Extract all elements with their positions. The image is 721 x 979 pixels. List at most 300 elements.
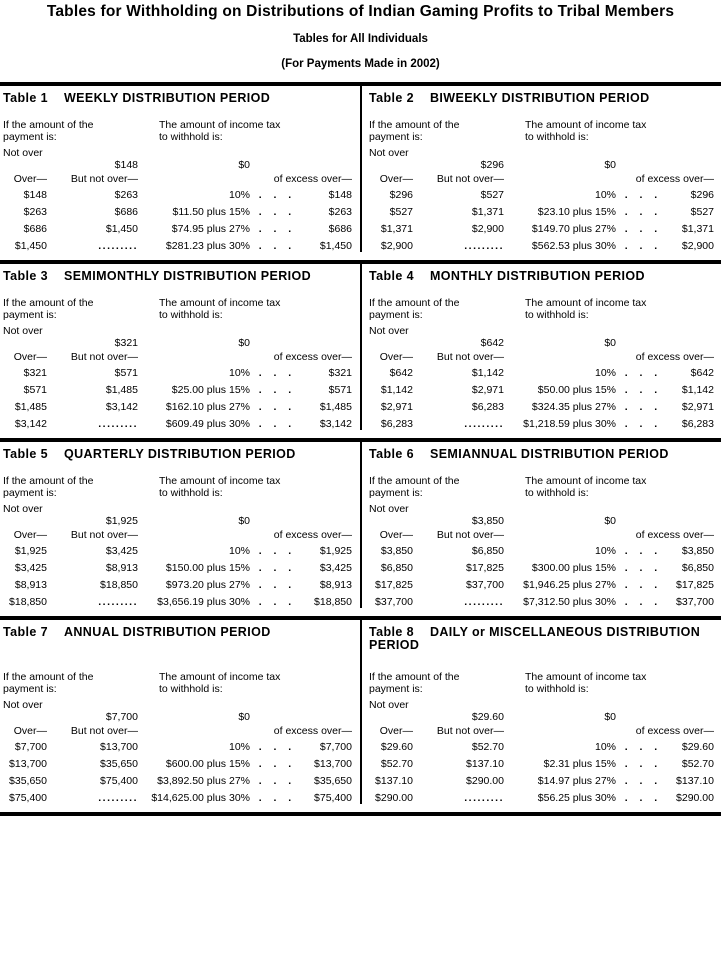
table-row: [3, 775, 352, 792]
over-value: $2,900: [380, 240, 413, 252]
but-not-over-value: $6,850: [471, 545, 504, 557]
tax-value: $162.10 plus 27%: [165, 401, 250, 413]
column-headers-row: [3, 529, 352, 545]
excess-over-value: $137.10: [676, 775, 714, 787]
tax-withhold-label-line1: The amount of income tax: [159, 475, 281, 487]
table-column-captions: [369, 119, 714, 143]
leader-dots: . . .: [258, 579, 294, 591]
over-value: $13,700: [9, 758, 47, 770]
tax-value: $609.49 plus 30%: [165, 418, 250, 430]
excess-over-value: $1,371: [681, 223, 714, 235]
table-title: [369, 626, 714, 660]
of-excess-over-header: of excess over—: [635, 725, 714, 737]
table-row: [3, 223, 352, 240]
over-value: $18,850: [9, 596, 47, 608]
withholding-table: [0, 442, 360, 616]
over-value: $37,700: [375, 596, 413, 608]
excess-over-value: $13,700: [314, 758, 352, 770]
tax-value: $14,625.00 plus 30%: [151, 792, 250, 804]
table-row: [369, 223, 714, 240]
leader-dots: . . .: [258, 741, 294, 753]
leader-dots: . . .: [624, 545, 660, 557]
payment-amount-label-line1: If the amount of the: [369, 119, 460, 131]
tax-value: $7,312.50 plus 30%: [523, 596, 616, 608]
not-over-tax: $0: [604, 337, 616, 349]
payment-amount-label-line2: payment is:: [369, 683, 423, 695]
leader-dots: . . .: [624, 206, 660, 218]
not-over-row: [369, 699, 714, 723]
section-divider: [360, 620, 362, 804]
excess-over-value: $75,400: [314, 792, 352, 804]
leader-dots: . . .: [624, 223, 660, 235]
not-over-amount: $321: [114, 337, 138, 349]
excess-over-value: $3,425: [319, 562, 352, 574]
table-title: [3, 626, 352, 660]
section-divider: [360, 86, 362, 252]
tax-withhold-label-line1: The amount of income tax: [525, 297, 647, 309]
excess-over-value: $29.60: [681, 741, 714, 753]
tax-withhold-label-line2: to withhold is:: [525, 487, 589, 499]
table-row: [3, 418, 352, 435]
excess-over-value: $6,283: [681, 418, 714, 430]
leader-dots: . . .: [258, 418, 294, 430]
of-excess-over-header: of excess over—: [273, 725, 352, 737]
payment-amount-label: [3, 671, 159, 695]
withholding-table: [0, 620, 360, 812]
section-divider: [360, 442, 362, 608]
tax-withhold-label-line2: to withhold is:: [159, 309, 223, 321]
tax-withhold-label-line2: to withhold is:: [525, 131, 589, 143]
but-not-over-value: .........: [464, 418, 504, 430]
tax-value: $50.00 plus 15%: [537, 384, 616, 396]
not-over-tax: $0: [604, 515, 616, 527]
not-over-row: [369, 503, 714, 527]
tax-withhold-label-line2: to withhold is:: [525, 309, 589, 321]
excess-over-value: $35,650: [314, 775, 352, 787]
excess-over-value: $2,900: [681, 240, 714, 252]
over-value: $1,142: [380, 384, 413, 396]
over-value: $52.70: [380, 758, 413, 770]
tax-value: 10%: [594, 367, 616, 379]
over-header: Over—: [379, 529, 413, 541]
but-not-over-value: $571: [114, 367, 138, 379]
payment-amount-label-line2: payment is:: [3, 309, 57, 321]
not-over-amount: $148: [114, 159, 138, 171]
table-row: [3, 545, 352, 562]
leader-dots: . . .: [258, 562, 294, 574]
not-over-tax: $0: [238, 159, 250, 171]
tax-header-spacer: [504, 725, 616, 741]
excess-over-value: $290.00: [676, 792, 714, 804]
withholding-table: [360, 264, 721, 438]
table-section: [0, 82, 721, 260]
but-not-over-value: $6,283: [471, 401, 504, 413]
table-rows: [369, 367, 714, 435]
tax-value: $3,656.19 plus 30%: [157, 596, 250, 608]
tax-value: $562.53 plus 30%: [531, 240, 616, 252]
table-row: [369, 741, 714, 758]
leader-dots: . . .: [258, 240, 294, 252]
table-title: [3, 92, 352, 108]
table-period-name: SEMIMONTHLY DISTRIBUTION PERIOD: [63, 269, 312, 283]
payment-amount-label-line1: If the amount of the: [369, 297, 460, 309]
leader-dots: . . .: [624, 562, 660, 574]
table-rows: [369, 741, 714, 809]
table-rows: [369, 545, 714, 613]
tax-withhold-label-line2: to withhold is:: [159, 487, 223, 499]
table-row: [3, 384, 352, 401]
over-value: $6,283: [380, 418, 413, 430]
over-header: Over—: [13, 351, 47, 363]
table-row: [3, 579, 352, 596]
tax-value: $150.00 plus 15%: [165, 562, 250, 574]
but-not-over-header: But not over—: [70, 173, 138, 185]
but-not-over-value: .........: [464, 240, 504, 252]
table-title: [369, 92, 714, 108]
of-excess-over-header: of excess over—: [635, 351, 714, 363]
table-number: Table 8: [369, 625, 414, 639]
but-not-over-value: $13,700: [100, 741, 138, 753]
leader-dots: . . .: [258, 758, 294, 770]
tax-value: $324.35 plus 27%: [531, 401, 616, 413]
table-row: [3, 596, 352, 613]
tax-value: $1,946.25 plus 27%: [523, 579, 616, 591]
over-value: $137.10: [375, 775, 413, 787]
tax-header-spacer: [138, 173, 250, 189]
table-rows: [3, 189, 352, 257]
table-title: [369, 448, 714, 464]
over-value: $290.00: [375, 792, 413, 804]
withholding-table: [0, 264, 360, 438]
table-number: Table 6: [369, 447, 414, 461]
but-not-over-header: But not over—: [436, 351, 504, 363]
tax-value: $149.70 plus 27%: [531, 223, 616, 235]
tax-withhold-label-line2: to withhold is:: [525, 683, 589, 695]
excess-over-value: $296: [690, 189, 714, 201]
over-value: $1,371: [380, 223, 413, 235]
not-over-amount: $29.60: [471, 711, 504, 723]
not-over-label: Not over: [3, 699, 43, 711]
but-not-over-value: .........: [98, 240, 138, 252]
tax-value: $25.00 plus 15%: [171, 384, 250, 396]
table-row: [3, 562, 352, 579]
leader-dots: . . .: [258, 206, 294, 218]
table-rows: [3, 545, 352, 613]
tax-value: $56.25 plus 30%: [537, 792, 616, 804]
leader-dots: . . .: [258, 775, 294, 787]
but-not-over-value: $18,850: [100, 579, 138, 591]
not-over-label: Not over: [369, 325, 409, 337]
bottom-rule: [0, 812, 721, 816]
over-header: Over—: [379, 725, 413, 737]
table-column-captions: [369, 297, 714, 321]
table-period-name: WEEKLY DISTRIBUTION PERIOD: [63, 91, 271, 105]
table-title: [3, 270, 352, 286]
tax-withhold-label-line1: The amount of income tax: [525, 119, 647, 131]
tax-withhold-label-line2: to withhold is:: [159, 683, 223, 695]
excess-over-value: $321: [328, 367, 352, 379]
tax-withhold-label-line1: The amount of income tax: [159, 297, 281, 309]
table-section: [0, 616, 721, 812]
but-not-over-value: $290.00: [466, 775, 504, 787]
but-not-over-value: $3,425: [105, 545, 138, 557]
not-over-tax: $0: [238, 515, 250, 527]
excess-over-value: $3,142: [319, 418, 352, 430]
table-row: [3, 401, 352, 418]
table-rows: [3, 741, 352, 809]
table-row: [369, 545, 714, 562]
table-row: [3, 206, 352, 223]
tax-value: $3,892.50 plus 27%: [157, 775, 250, 787]
tax-withhold-label: [525, 297, 714, 321]
table-row: [369, 206, 714, 223]
table-column-captions: [3, 671, 352, 695]
table-row: [369, 384, 714, 401]
table-column-captions: [369, 671, 714, 695]
excess-over-value: $686: [328, 223, 352, 235]
over-value: $3,850: [380, 545, 413, 557]
column-headers-row: [369, 351, 714, 367]
column-headers-row: [369, 529, 714, 545]
but-not-over-value: $3,142: [105, 401, 138, 413]
tax-value: 10%: [228, 545, 250, 557]
payment-amount-label-line1: If the amount of the: [369, 475, 460, 487]
payment-amount-label: [369, 119, 525, 143]
leader-dots: . . .: [624, 579, 660, 591]
excess-over-value: $17,825: [676, 579, 714, 591]
over-value: $8,913: [14, 579, 47, 591]
not-over-tax: $0: [238, 337, 250, 349]
tax-header-spacer: [138, 725, 250, 741]
of-excess-over-header: of excess over—: [273, 351, 352, 363]
leader-dots: . . .: [258, 189, 294, 201]
not-over-tax: $0: [604, 711, 616, 723]
leader-dots: . . .: [258, 596, 294, 608]
table-row: [369, 579, 714, 596]
tax-value: 10%: [594, 189, 616, 201]
over-value: $527: [389, 206, 413, 218]
leader-dots: . . .: [258, 367, 294, 379]
table-row: [369, 240, 714, 257]
column-headers-row: [369, 725, 714, 741]
document-subtitle-year: (For Payments Made in 2002): [281, 58, 440, 70]
table-row: [3, 758, 352, 775]
tax-header-spacer: [504, 173, 616, 189]
tax-withhold-label-line1: The amount of income tax: [525, 671, 647, 683]
but-not-over-value: .........: [98, 596, 138, 608]
but-not-over-value: $37,700: [466, 579, 504, 591]
leader-dots: . . .: [624, 189, 660, 201]
table-section: [0, 438, 721, 616]
excess-over-value: $18,850: [314, 596, 352, 608]
table-period-name: SEMIANNUAL DISTRIBUTION PERIOD: [429, 447, 669, 461]
tax-withhold-label: [159, 297, 352, 321]
payment-amount-label: [3, 119, 159, 143]
excess-over-value: $1,142: [681, 384, 714, 396]
over-value: $6,850: [380, 562, 413, 574]
over-value: $1,925: [14, 545, 47, 557]
not-over-tax: $0: [238, 711, 250, 723]
but-not-over-header: But not over—: [70, 529, 138, 541]
payment-amount-label-line2: payment is:: [3, 683, 57, 695]
over-header: Over—: [379, 173, 413, 185]
tax-withhold-label: [159, 475, 352, 499]
table-column-captions: [369, 475, 714, 499]
not-over-label: Not over: [3, 503, 43, 515]
tax-value: $14.97 plus 27%: [537, 775, 616, 787]
payment-amount-label: [3, 297, 159, 321]
not-over-label: Not over: [369, 699, 409, 711]
over-value: $3,142: [14, 418, 47, 430]
leader-dots: . . .: [258, 384, 294, 396]
table-title: [369, 270, 714, 286]
table-row: [369, 596, 714, 613]
but-not-over-value: $75,400: [100, 775, 138, 787]
over-value: $148: [23, 189, 47, 201]
tax-withhold-label: [159, 119, 352, 143]
table-period-name: QUARTERLY DISTRIBUTION PERIOD: [63, 447, 296, 461]
tax-withhold-label: [525, 671, 714, 695]
table-period-name: MONTHLY DISTRIBUTION PERIOD: [429, 269, 645, 283]
tax-value: 10%: [228, 741, 250, 753]
payment-amount-label: [369, 671, 525, 695]
but-not-over-header: But not over—: [70, 351, 138, 363]
document-subtitle: Tables for All Individuals: [293, 33, 428, 45]
tax-value: $74.95 plus 27%: [171, 223, 250, 235]
not-over-label: Not over: [3, 325, 43, 337]
excess-over-value: $3,850: [681, 545, 714, 557]
excess-over-value: $52.70: [681, 758, 714, 770]
table-sections: [0, 82, 721, 812]
of-excess-over-header: of excess over—: [273, 173, 352, 185]
over-header: Over—: [13, 529, 47, 541]
over-value: $2,971: [380, 401, 413, 413]
column-headers-row: [3, 351, 352, 367]
table-rows: [369, 189, 714, 257]
but-not-over-value: $686: [114, 206, 138, 218]
over-value: $75,400: [9, 792, 47, 804]
not-over-row: [3, 325, 352, 349]
tax-withhold-label: [525, 119, 714, 143]
leader-dots: . . .: [624, 384, 660, 396]
excess-over-value: $7,700: [319, 741, 352, 753]
over-value: $642: [389, 367, 413, 379]
tax-value: $600.00 plus 15%: [165, 758, 250, 770]
leader-dots: . . .: [624, 792, 660, 804]
tax-value: 10%: [228, 189, 250, 201]
over-value: $7,700: [14, 741, 47, 753]
excess-over-value: $1,450: [319, 240, 352, 252]
payment-amount-label-line2: payment is:: [369, 131, 423, 143]
tax-withhold-label: [159, 671, 352, 695]
but-not-over-value: $2,900: [471, 223, 504, 235]
not-over-label: Not over: [3, 147, 43, 159]
but-not-over-value: $263: [114, 189, 138, 201]
leader-dots: . . .: [624, 240, 660, 252]
of-excess-over-header: of excess over—: [635, 173, 714, 185]
excess-over-value: $8,913: [319, 579, 352, 591]
tax-value: $281.23 plus 30%: [165, 240, 250, 252]
not-over-row: [3, 699, 352, 723]
but-not-over-value: $1,485: [105, 384, 138, 396]
not-over-amount: $7,700: [105, 711, 138, 723]
of-excess-over-header: of excess over—: [273, 529, 352, 541]
tax-withhold-label: [525, 475, 714, 499]
over-header: Over—: [13, 725, 47, 737]
excess-over-value: $2,971: [681, 401, 714, 413]
table-column-captions: [3, 297, 352, 321]
table-section: [0, 260, 721, 438]
leader-dots: . . .: [258, 545, 294, 557]
payment-amount-label-line2: payment is:: [3, 131, 57, 143]
payment-amount-label-line1: If the amount of the: [3, 671, 94, 683]
tax-withhold-label-line1: The amount of income tax: [525, 475, 647, 487]
tax-withhold-label-line1: The amount of income tax: [159, 119, 281, 131]
table-title: [3, 448, 352, 464]
tax-value: 10%: [594, 741, 616, 753]
over-header: Over—: [13, 173, 47, 185]
but-not-over-value: $1,450: [105, 223, 138, 235]
tax-value: 10%: [594, 545, 616, 557]
table-row: [3, 240, 352, 257]
excess-over-value: $1,925: [319, 545, 352, 557]
not-over-amount: $642: [480, 337, 504, 349]
but-not-over-value: .........: [98, 418, 138, 430]
table-number: Table 4: [369, 269, 414, 283]
but-not-over-value: .........: [464, 792, 504, 804]
over-value: $296: [389, 189, 413, 201]
but-not-over-header: But not over—: [436, 173, 504, 185]
over-header: Over—: [379, 351, 413, 363]
withholding-table: [360, 86, 721, 260]
but-not-over-value: $1,371: [471, 206, 504, 218]
withholding-table: [360, 442, 721, 616]
table-row: [369, 367, 714, 384]
but-not-over-value: $2,971: [471, 384, 504, 396]
table-rows: [3, 367, 352, 435]
leader-dots: . . .: [258, 223, 294, 235]
tax-header-spacer: [138, 529, 250, 545]
leader-dots: . . .: [258, 401, 294, 413]
table-row: [369, 775, 714, 792]
table-row: [369, 418, 714, 435]
excess-over-value: $263: [328, 206, 352, 218]
table-row: [3, 367, 352, 384]
table-row: [369, 562, 714, 579]
document-header: [0, 0, 721, 82]
excess-over-value: $37,700: [676, 596, 714, 608]
not-over-label: Not over: [369, 503, 409, 515]
leader-dots: . . .: [624, 775, 660, 787]
table-row: [3, 741, 352, 758]
over-value: $35,650: [9, 775, 47, 787]
tax-withhold-label-line2: to withhold is:: [159, 131, 223, 143]
table-number: Table 5: [3, 447, 48, 461]
leader-dots: . . .: [624, 401, 660, 413]
column-headers-row: [3, 725, 352, 741]
leader-dots: . . .: [624, 741, 660, 753]
but-not-over-header: But not over—: [436, 529, 504, 541]
table-number: Table 1: [3, 91, 48, 105]
tax-header-spacer: [504, 351, 616, 367]
table-period-name: ANNUAL DISTRIBUTION PERIOD: [63, 625, 271, 639]
but-not-over-value: .........: [464, 596, 504, 608]
tax-value: $1,218.59 plus 30%: [523, 418, 616, 430]
column-headers-row: [369, 173, 714, 189]
over-value: $1,450: [14, 240, 47, 252]
payment-amount-label-line2: payment is:: [369, 487, 423, 499]
leader-dots: . . .: [258, 792, 294, 804]
